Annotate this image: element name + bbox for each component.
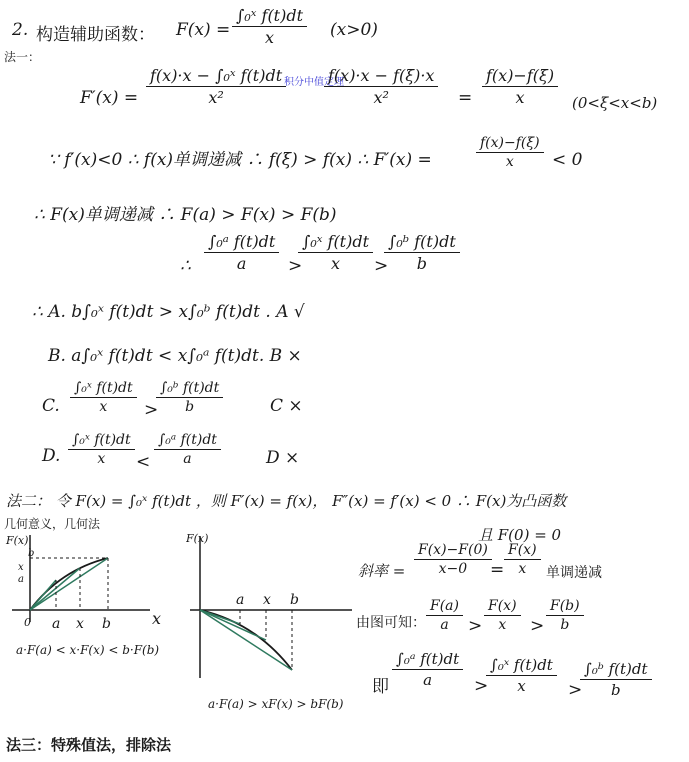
derivative-frac-2: f(x)·x − f(ξ)·x x² <box>324 66 438 107</box>
option-c-mark: C × <box>270 396 303 416</box>
aux-label: 构造辅助函数： <box>36 25 155 45</box>
option-c-frac-2: ∫₀ᵇ f(t)dt b <box>156 380 223 415</box>
g2-chord-x <box>200 610 266 640</box>
from-graph-label: 由图可知： <box>356 615 426 631</box>
final-gt-2: > <box>568 680 583 700</box>
graph-gt-1: > <box>468 616 483 636</box>
option-d-frac-1: ∫₀ˣ f(t)dt x <box>68 432 135 467</box>
mean-value-note: 积分中值定理 <box>284 77 344 88</box>
g1-ylabel: F(x) <box>6 534 29 547</box>
g2-caption: a·F(a) > xF(x) > bF(b) <box>208 697 344 711</box>
ineq-frac-1: ∫₀ᵃ f(t)dt a <box>204 232 279 273</box>
g1-chord-x <box>30 568 80 610</box>
ineq-gt-1: > <box>288 256 303 276</box>
g1-yl-x: x <box>18 562 24 573</box>
aux-den: x <box>265 28 275 47</box>
derivative-condition: (0<ξ<x<b) <box>572 94 658 112</box>
g1-tick-o: 0 <box>24 616 31 629</box>
g2-chord-b <box>200 610 292 670</box>
derivative-lhs: F′(x) = <box>80 88 139 108</box>
final-frac-3: ∫₀ᵇ f(t)dt b <box>580 660 652 699</box>
slope-tail: 单调递减 <box>546 565 602 581</box>
graph-2 <box>186 528 366 718</box>
ineq-gt-2: > <box>374 256 389 276</box>
option-c-label: C. <box>42 396 60 416</box>
ie-label: 即 <box>372 677 389 697</box>
slope-frac-1: F(x)−F(0) x−0 <box>414 542 492 577</box>
sign-fraction: f(x)−f(ξ) x <box>476 135 544 170</box>
g1-caption: a·F(a) < x·F(x) < b·F(b) <box>16 643 160 657</box>
derivative-frac-1: f(x)·x − ∫₀ˣ f(t)dt x² <box>146 66 286 107</box>
slope-frac-2: F(x) x <box>504 542 541 577</box>
sign-tail: < 0 <box>552 150 583 170</box>
g1-yl-a: a <box>18 574 24 585</box>
F0-note: 且 F(0) = 0 <box>478 526 562 544</box>
option-b: B. a∫₀ˣ f(t)dt < x∫₀ᵃ f(t)dt. B × <box>48 346 302 366</box>
aux-fraction <box>232 6 307 47</box>
geo-meaning-label: 几何意义，几何法 <box>4 517 101 531</box>
option-c-rel: > <box>144 400 159 420</box>
option-d-mark: D × <box>266 448 300 468</box>
final-frac-2: ∫₀ˣ f(t)dt x <box>486 656 557 695</box>
g1-tick-b: b <box>102 616 111 632</box>
g1-yl-b: b <box>28 548 35 559</box>
graph-frac-1: F(a) a <box>426 598 463 633</box>
aux-lhs: F(x) = <box>176 20 231 40</box>
option-c-frac-1: ∫₀ˣ f(t)dt x <box>70 380 137 415</box>
final-gt-1: > <box>474 676 489 696</box>
method3-line: 法三：特殊值法，排除法 <box>6 736 172 754</box>
g2-tick-x: x <box>263 592 271 608</box>
option-a: ∴ A. b∫₀ˣ f(t)dt > x∫₀ᵇ f(t)dt . A √ <box>32 302 305 322</box>
final-frac-1: ∫₀ᵃ f(t)dt a <box>392 650 463 689</box>
g1-tick-a: a <box>52 616 61 632</box>
method2-line: 法二： 令 F(x) = ∫₀ˣ f(t)dt ，则 F′(x) = f(x)， F″(x) = f′(x) < 0 ∴ F(x)为凸函数 <box>6 492 567 510</box>
inequality-prefix: ∴ <box>180 256 191 276</box>
F-decreasing: ∴ F(x)单调递减 ∴ F(a) > F(x) > F(b) <box>34 205 337 225</box>
aux-num: ∫₀ˣ f(t)dt <box>236 6 304 25</box>
problem-number: 2. <box>12 20 29 40</box>
graph-frac-3: F(b) b <box>546 598 584 633</box>
graph-1 <box>0 530 180 660</box>
ineq-frac-3: ∫₀ᵇ f(t)dt b <box>384 232 460 273</box>
slope-label: 斜率 = <box>358 562 406 580</box>
derivative-eq: = <box>458 88 473 108</box>
g1-xlabel: x <box>152 609 162 628</box>
method1-label: 法一： <box>4 50 41 64</box>
aux-condition: (x>0) <box>330 20 378 40</box>
monotone-reasoning: ∵ f′(x)<0 ∴ f(x)单调递减 ∴ f(ξ) > f(x) ∴ F′(x) = <box>48 150 432 170</box>
slope-eq: = <box>490 560 505 580</box>
g1-tick-x: x <box>76 616 84 632</box>
graph-gt-2: > <box>530 616 545 636</box>
g2-tick-b: b <box>290 592 299 608</box>
ineq-frac-2: ∫₀ˣ f(t)dt x <box>298 232 373 273</box>
option-d-rel: < <box>136 452 151 472</box>
graph-frac-2: F(x) x <box>484 598 521 633</box>
g2-tick-a: a <box>236 592 245 608</box>
derivative-frac-3: f(x)−f(ξ) x <box>482 66 558 107</box>
g2-ylabel: F(x) <box>186 532 209 545</box>
option-d-label: D. <box>42 446 61 466</box>
g1-chord-b <box>30 558 108 610</box>
option-d-frac-2: ∫₀ᵃ f(t)dt a <box>154 432 221 467</box>
